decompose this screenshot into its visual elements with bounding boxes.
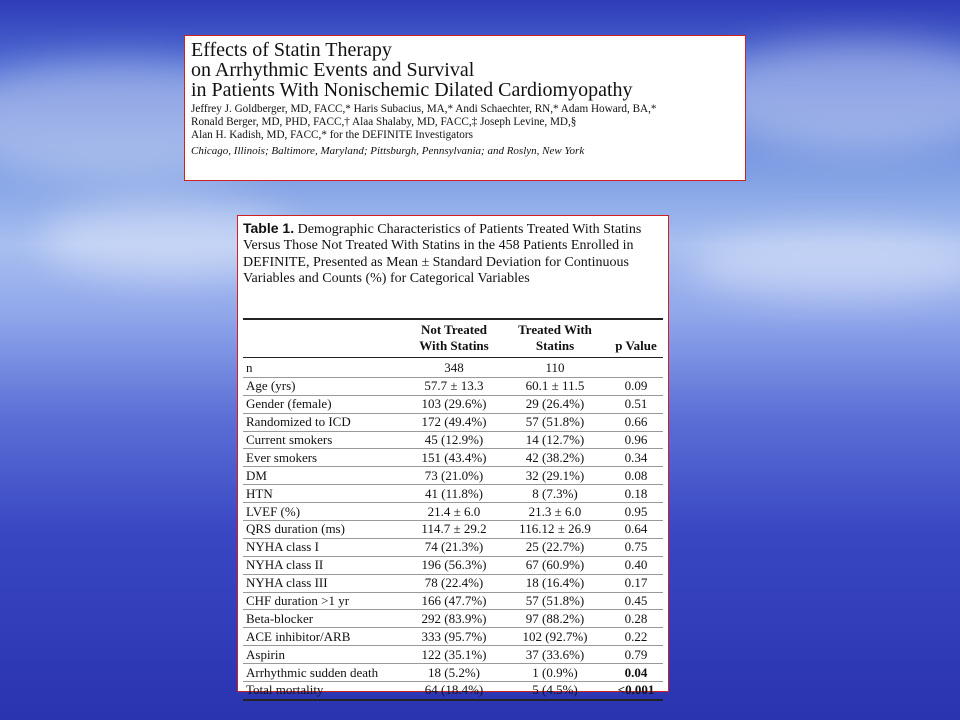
row-label: Gender (female) — [243, 395, 407, 413]
not-treated-value: 45 (12.9%) — [407, 431, 501, 449]
treated-value: 102 (92.7%) — [501, 628, 609, 646]
not-treated-value: 41 (11.8%) — [407, 485, 501, 503]
row-label: Age (yrs) — [243, 377, 407, 395]
row-label: QRS duration (ms) — [243, 521, 407, 539]
table-row — [243, 610, 663, 628]
not-treated-value: 166 (47.7%) — [407, 592, 501, 610]
p-value: 0.04 — [609, 664, 663, 682]
treated-value: 57 (51.8%) — [501, 413, 609, 431]
not-treated-value: 64 (18.4%) — [407, 682, 501, 700]
row-label: NYHA class II — [243, 556, 407, 574]
row-label: Current smokers — [243, 431, 407, 449]
p-value: 0.96 — [609, 431, 663, 449]
row-label: LVEF (%) — [243, 503, 407, 521]
row-label: Aspirin — [243, 646, 407, 664]
p-value: 0.79 — [609, 646, 663, 664]
row-label: NYHA class I — [243, 538, 407, 556]
table-row — [243, 413, 663, 431]
treated-value: 110 — [501, 358, 609, 378]
table-row — [243, 377, 663, 395]
treated-value: 97 (88.2%) — [501, 610, 609, 628]
table-row — [243, 358, 663, 378]
p-value: 0.18 — [609, 485, 663, 503]
table-row — [243, 646, 663, 664]
table-panel — [237, 215, 669, 698]
row-label: NYHA class III — [243, 574, 407, 592]
table-row — [243, 431, 663, 449]
header-treated: Treated With Statins — [501, 319, 609, 358]
row-label: DM — [243, 467, 407, 485]
not-treated-value: 57.7 ± 13.3 — [407, 377, 501, 395]
article-header-panel — [184, 35, 746, 181]
not-treated-value: 292 (83.9%) — [407, 610, 501, 628]
table-row — [243, 682, 663, 700]
p-value: 0.95 — [609, 503, 663, 521]
not-treated-value: 151 (43.4%) — [407, 449, 501, 467]
treated-value: 8 (7.3%) — [501, 485, 609, 503]
row-label: Ever smokers — [243, 449, 407, 467]
not-treated-value: 348 — [407, 358, 501, 378]
p-value: 0.22 — [609, 628, 663, 646]
treated-value: 14 (12.7%) — [501, 431, 609, 449]
article-title-line-1: Effects of Statin Therapy — [191, 39, 392, 61]
p-value: 0.66 — [609, 413, 663, 431]
demographics-table — [243, 318, 663, 701]
table-row — [243, 574, 663, 592]
p-value: 0.34 — [609, 449, 663, 467]
row-label: HTN — [243, 485, 407, 503]
article-title-line-3: in Patients With Nonischemic Dilated Cardiomyopathy — [191, 79, 633, 101]
p-value — [609, 358, 663, 378]
treated-value: 60.1 ± 11.5 — [501, 377, 609, 395]
not-treated-value: 196 (56.3%) — [407, 556, 501, 574]
table-row — [243, 449, 663, 467]
table-row — [243, 395, 663, 413]
table-row — [243, 467, 663, 485]
table-label: Table 1. — [243, 220, 295, 236]
p-value: 0.08 — [609, 467, 663, 485]
header-p-value: p Value — [609, 319, 663, 358]
article-affiliation: Chicago, Illinois; Baltimore, Maryland; Pittsburgh, Pennsylvania; and Roslyn, New York — [191, 145, 585, 157]
table-row — [243, 664, 663, 682]
row-label: ACE inhibitor/ARB — [243, 628, 407, 646]
p-value: 0.09 — [609, 377, 663, 395]
not-treated-value: 73 (21.0%) — [407, 467, 501, 485]
p-value: 0.75 — [609, 538, 663, 556]
table-caption — [243, 220, 663, 318]
not-treated-value: 103 (29.6%) — [407, 395, 501, 413]
row-label: n — [243, 358, 407, 378]
table-caption-text: Demographic Characteristics of Patients Treated With Statins Versus Those Not Treated With Statins in the 458 Patients Enrolled in DEFINITE, Presented as Mean ± Standard Deviation for Continuous Variables and Counts (%) for Categorical Variables — [243, 222, 642, 287]
treated-value: 57 (51.8%) — [501, 592, 609, 610]
p-value: 0.40 — [609, 556, 663, 574]
not-treated-value: 333 (95.7%) — [407, 628, 501, 646]
treated-value: 37 (33.6%) — [501, 646, 609, 664]
treated-value: 5 (4.5%) — [501, 682, 609, 700]
table-row — [243, 592, 663, 610]
not-treated-value: 172 (49.4%) — [407, 413, 501, 431]
background-cloud — [690, 230, 960, 300]
table-header-row — [243, 319, 663, 358]
not-treated-value: 18 (5.2%) — [407, 664, 501, 682]
p-value: 0.17 — [609, 574, 663, 592]
row-label: Randomized to ICD — [243, 413, 407, 431]
not-treated-value: 114.7 ± 29.2 — [407, 521, 501, 539]
row-label: CHF duration >1 yr — [243, 592, 407, 610]
treated-value: 116.12 ± 26.9 — [501, 521, 609, 539]
table-body — [243, 358, 663, 700]
table-row — [243, 538, 663, 556]
p-value: 0.64 — [609, 521, 663, 539]
not-treated-value: 21.4 ± 6.0 — [407, 503, 501, 521]
p-value: <0.001 — [609, 682, 663, 700]
treated-value: 32 (29.1%) — [501, 467, 609, 485]
treated-value: 25 (22.7%) — [501, 538, 609, 556]
treated-value: 21.3 ± 6.0 — [501, 503, 609, 521]
treated-value: 1 (0.9%) — [501, 664, 609, 682]
table-row — [243, 521, 663, 539]
p-value: 0.28 — [609, 610, 663, 628]
article-title-line-2: on Arrhythmic Events and Survival — [191, 59, 475, 81]
article-authors: Jeffrey J. Goldberger, MD, FACC,* Haris Subacius, MA,* Andi Schaechter, RN,* Adam Howard, BA,* Ronald Berger, MD, PHD, FACC,† Alaa Shalaby, MD, FACC,‡ Joseph Levine, MD,§ Alan H. Kadish, MD, FACC,* for the DEFINITE Investigators — [191, 103, 657, 141]
not-treated-value: 78 (22.4%) — [407, 574, 501, 592]
row-label: Arrhythmic sudden death — [243, 664, 407, 682]
row-label: Beta-blocker — [243, 610, 407, 628]
row-label: Total mortality — [243, 682, 407, 700]
table-row — [243, 556, 663, 574]
p-value: 0.45 — [609, 592, 663, 610]
header-not-treated: Not Treated With Statins — [407, 319, 501, 358]
treated-value: 67 (60.9%) — [501, 556, 609, 574]
treated-value: 29 (26.4%) — [501, 395, 609, 413]
table-row — [243, 503, 663, 521]
not-treated-value: 74 (21.3%) — [407, 538, 501, 556]
treated-value: 18 (16.4%) — [501, 574, 609, 592]
header-variable — [243, 319, 407, 358]
table-row — [243, 485, 663, 503]
treated-value: 42 (38.2%) — [501, 449, 609, 467]
not-treated-value: 122 (35.1%) — [407, 646, 501, 664]
p-value: 0.51 — [609, 395, 663, 413]
table-row — [243, 628, 663, 646]
